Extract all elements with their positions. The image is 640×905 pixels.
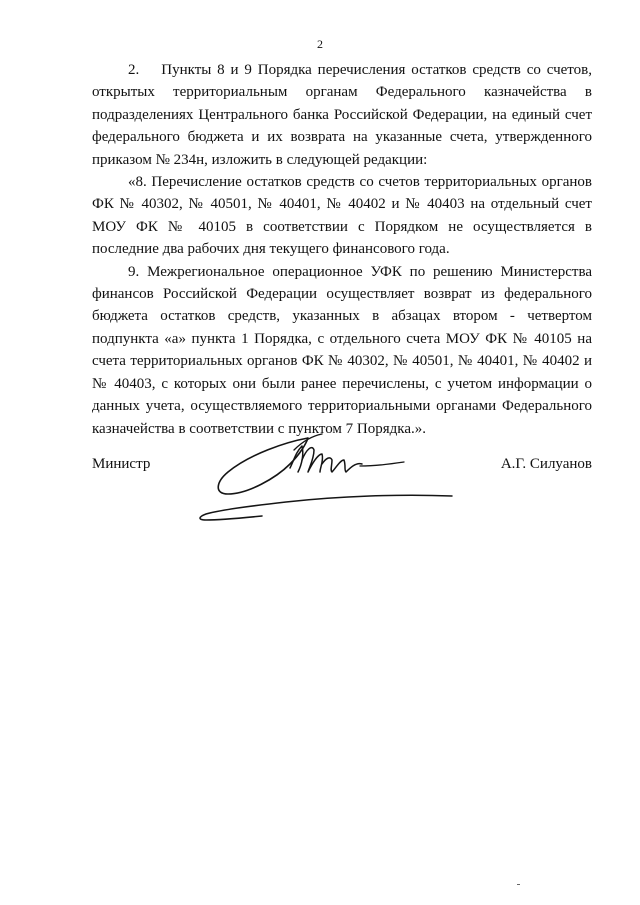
minister-title: Министр (92, 456, 151, 472)
paragraph-point-9: 9. Межрегиональное операционное УФК по решению Министерства финансов Российской Федерации осуществляет возврат из федерального бюджета остатков средств, указанных в абзацах втором - четвертом подпункта «а» пункта 1 Порядка, с отдельного счета МОУ ФК № 40105 на счета территориальных органов ФК № 40302, № 40501, № 40401, № 40402 и № 40403, с которых они были ранее перечислены, с учетом информации о данных учета, осуществляемого территориальными органами Федерального казначейства в соответствии с пунктом 7 Порядка.». (92, 263, 592, 437)
page-number: 2 (317, 37, 323, 51)
paragraph-point-8: «8. Перечисление остатков средств со счетов территориальных органов ФК № 40302, № 40501, № 40401, № 40402 и № 40403 на отдельный счет МОУ ФК № 40105 в соответствии с Порядком не осуществляется в последние два рабочих дня текущего финансового года. (92, 174, 592, 258)
item-2-text: Пункты 8 и 9 Порядка перечисления остатков средств со счетов, открытых территориальным органам Федерального казначейства в подразделениях Центрального банка Российской Федерации, на единый счет федерального бюджета и их возврата на указанные счета, утвержденного приказом № 234н, изложить в следующей редакции: (92, 62, 592, 168)
item-2-number: 2. (128, 62, 140, 78)
paragraph-item-2 (92, 59, 592, 171)
scan-speck (517, 884, 520, 885)
signer-name: А.Г. Силуанов (500, 456, 592, 472)
handwritten-signature (190, 420, 470, 530)
document-body (92, 59, 592, 440)
